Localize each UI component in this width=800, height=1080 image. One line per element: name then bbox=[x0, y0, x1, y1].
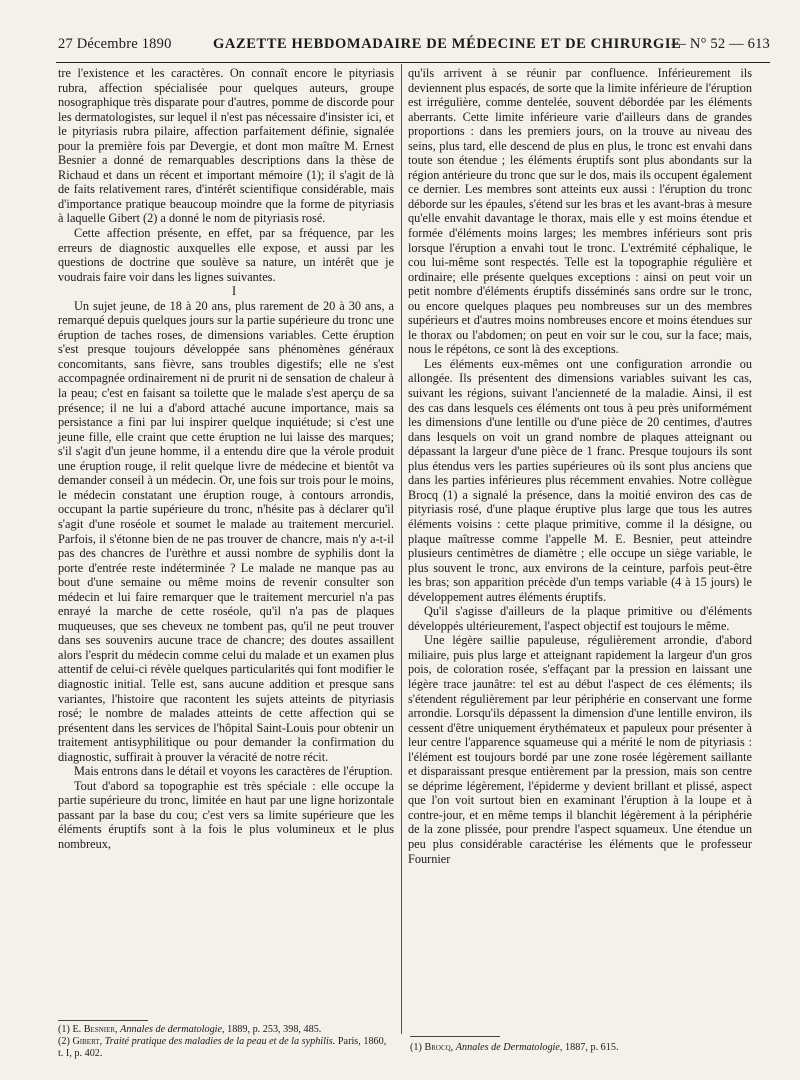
paragraph: Qu'il s'agisse d'ailleurs de la plaque primitive ou d'éléments développés ultérieurement, l'aspect objectif est toujours le même. bbox=[408, 604, 752, 633]
footnote-title: Annales de dermatologie, bbox=[120, 1024, 225, 1035]
paragraph: Un sujet jeune, de 18 à 20 ans, plus rarement de 20 à 30 ans, a remarqué depuis quelques jours sur la partie supérieure du tronc une éruption de taches roses, de dimensions variables. Cette éruption s'est presque toujours développée sans phénomènes généraux concomitants, sans fièvre, sans troubles digestifs; elle ne s'est accompagnée ordinairement ni de prurit ni de sensation de chaleur à la peau; c'est en faisant sa toilette que le malade s'est aperçu de sa présence; il ne lui a d'abord attaché aucune importance, mais sa persistance a fini par lui inspirer quelque inquiétude; si c'est une jeune fille, elle craint que cette éruption ne lui laisse des marques; s'il s'agit d'un jeune homme, il a entendu dire que la vérole produit une éruption rouge, il relit quelque livre de médecine et bientôt va demander conseil à un médecin. Or, une fois sur trois pour le moins, le médecin constatant une éruption rouge, à contours arrondis, occupant la partie supérieure du tronc, n'hésite pas à déclarer qu'il s'agit d'une roséole et soumet le malade au traitement mercuriel. Parfois, il s'étonne bien de ne pas trouver de chancre, mais n'y a-t-il pas des chancres de l'urèthre et aussi nombre de syphilis dont la porte d'entrée reste indéterminée ? Le malade ne manque pas au bout d'une semaine ou même moins de revenir consulter son médecin et lui faire remarquer que le traitement mercuriel n'a pas enrayé la marche de cette roséole, qu'il n'a pas de plaques muqueuses, que ses cheveux ne tombent pas, qu'il ne peut trouver dans ses souvenirs aucune trace de chancre; des doutes assaillent alors l'esprit du médecin comme celui du malade et un examen plus attentif de celui-ci révèle quelques particularités qui font modifier le diagnostic initial. Telle est, sans aucune addition et presque sans variantes, l'histoire que racontent les sujets atteints de pityriasis rosé; le nombre de malades atteints de cette affection qui se présentent dans les services de l'hôpital Saint-Louis pour obtenir un traitement antisyphilitique ou pour demander la confirmation du diagnostic, suffirait à prouver la véracité de notre récit. bbox=[58, 298, 395, 764]
footnote-number: (1) bbox=[410, 1042, 422, 1053]
footnote-ref: 1887, p. 615. bbox=[565, 1042, 619, 1053]
paragraph: tre l'existence et les caractères. On connaît encore le pityriasis rubra, affection spécialisée pour quelques auteurs, groupe nosographique très disparate pour d'autres, pomme de discorde pour les dermatologistes, sur lequel il n'est pas nécessaire d'insister ici, et le pityriasis rubra pilaire, affection parfaitement définie, signalée pour la première fois par Devergie, et dont mon maître M. Ernest Besnier a donné de remarquables descriptions dans la thèse de Richaud et dans un récent et important mémoire (1); il s'agit de là de faits relativement rares, d'intérêt scientifique considérable, mais d'importance pratique beaucoup moindre que la forme de pityriasis à laquelle Gibert (2) a donné le nom de pityriasis rosé. bbox=[58, 66, 394, 226]
footnote-author: E. Besnier, bbox=[72, 1024, 118, 1035]
left-footnotes bbox=[58, 1024, 394, 1060]
footnote bbox=[58, 1036, 394, 1060]
footnote-title: Annales de Dermatologie, bbox=[455, 1042, 563, 1053]
paragraph: Tout d'abord sa topographie est très spéciale : elle occupe la partie supérieure du tronc, limitée en haut par une ligne horizontale passant par la base du cou; c'est vers sa limite supérieure que les éléments éruptifs sont à la fois le plus volumineux et le plus nombreux, bbox=[58, 778, 394, 851]
footnote-author: Gibert, bbox=[72, 1036, 103, 1047]
column-divider bbox=[401, 64, 402, 1034]
footnote-author: Brocq, bbox=[424, 1042, 454, 1053]
paragraph: Les éléments eux-mêmes ont une configuration arrondie ou allongée. Ils présentent des dimensions variables suivant les cas, suivant les régions, suivant l'ancienneté de la maladie. Ainsi, il est des cas dans lesquels ces éléments ont tous à peu près uniformément les dimensions d'une lentille ou d'une pièce de 20 centimes, d'autres dans lesquels on voit un grand nombre de plaques atteignant ou dépassant la largeur d'une pièce de 1 franc. Presque toujours ils sont plus étendus vers les parties supérieures où ils sont plus anciens que dans les parties inférieures plus récemment envahies. Notre collègue Brocq (1) a signalé la présence, dans la moitié environ des cas de pityriasis rosé, d'une plaque éruptive plus large que tous les autres éléments voisins : cette plaque primitive, comme il la désigne, ou plaque maîtresse comme l'appelle M. E. Besnier, peut atteindre plusieurs centimètres de diamètre ; elle occupe un siège variable, le plus souvent le tronc, aux environs de la ceinture, parfois peut-être les bras; son apparition précède d'un temps variable (4 à 15 jours) le développement autres éléments éruptifs. bbox=[408, 356, 752, 604]
paragraph: Une légère saillie papuleuse, régulièrement arrondie, d'abord miliaire, puis plus large et atteignant rapidement la largeur d'un gros pois, de coloration rosée, s'effaçant par la pression en laissant une légère trace jaunâtre: tel est au début l'aspect de ces éléments; ils s'étendent régulièrement par leur périphérie en conservant une forme arrondie. Lorsqu'ils dépassent la dimension d'une lentille environ, ils cessent d'être uniquement érythémateux et papuleux pour présenter à leur centre l'apparence squameuse qui a mérité le nom de pityriasis : l'élément est toujours bordé par une zone rosée légèrement saillante et disparaissant presque entièrement par la pression, mais son centre se déprime légèrement, l'épiderme y devient brillant et plissé, aspect que l'on voit surtout bien en examinant l'éruption à la loupe et à contre-jour, et en même temps il blanchit légèrement à la périphérie de la zone plissée, pour prendre l'aspect squameux. Une étendue un peu plus considérable caractérise les éléments que le professeur Fournier bbox=[408, 633, 752, 866]
footnote-title: Traité pratique des maladies de la peau et de la syphilis. bbox=[104, 1036, 336, 1047]
right-column bbox=[408, 66, 752, 866]
running-header bbox=[58, 36, 770, 58]
right-footnotes bbox=[410, 1042, 754, 1054]
header-rule bbox=[56, 62, 770, 63]
paragraph: qu'ils arrivent à se réunir par confluence. Inférieurement ils deviennent plus espacés, de sorte que la limite inférieure de l'éruption est irrégulière, comme dentelée, souvent débordée par les éléments aberrants. Cette limite inférieure varie d'ailleurs dans de grandes proportions : dans les premiers jours, on la trouve au niveau des seins, plus tard, elle descend de plus en plus, le tronc est envahi dans toute son étendue ; les éléments éruptifs sont plus abondants sur la région antérieure du tronc que sur le dos, mais ils occupent également ce dernier. Les membres sont atteints eux aussi : l'éruption du tronc déborde sur les épaules, s'étend sur les bras et les avant-bras à mesure qu'elle envahit davantage le thorax, mais elle y est moins étendue et formée d'éléments moins larges; les membres inférieurs sont pris lorsque l'éruption a envahi tout le tronc. L'extrémité céphalique, le cou lui-même sont respectés. Telle est la topographie régulière et ordinaire; elle présente quelques exceptions : ainsi on peut voir un petit nombre d'éléments éruptifs disséminés sans ordre sur le tronc, ou encore quelques plaques peu nombreuses sur un des membres supérieurs et d'autres moins nombreuses encore et moins étendues sur le thorax ou l'abdomen; on peut en voir sur le cou, sur la face; mais, nous le répétons, ce sont là des exceptions. bbox=[408, 66, 752, 357]
footnote-rule bbox=[58, 1020, 148, 1021]
paragraph: Cette affection présente, en effet, par sa fréquence, par les erreurs de diagnostic auxquelles elle expose, et aussi par les questions de doctrine que soulève sa nature, un intérêt que je voudrais faire voir dans les lignes suivantes. bbox=[58, 226, 394, 284]
footnote bbox=[58, 1024, 394, 1036]
footnote-number: (2) bbox=[58, 1036, 70, 1047]
journal-title: GAZETTE HEBDOMADAIRE DE MÉDECINE ET DE CHIRURGIE bbox=[213, 36, 682, 52]
header-date: 27 Décembre 1890 bbox=[58, 36, 172, 52]
left-column bbox=[58, 66, 394, 852]
footnote-ref: 1889, p. 253, 398, 485. bbox=[227, 1024, 322, 1035]
footnote-ref: Paris, 1860, t. I, p. 402. bbox=[58, 1036, 387, 1059]
section-number: I bbox=[231, 284, 237, 299]
footnote-rule bbox=[410, 1036, 500, 1037]
paragraph: Mais entrons dans le détail et voyons les caractères de l'éruption. bbox=[74, 764, 393, 779]
footnote bbox=[410, 1042, 754, 1054]
footnote-number: (1) bbox=[58, 1024, 70, 1035]
page-number: — N° 52 — 613 bbox=[671, 36, 770, 52]
